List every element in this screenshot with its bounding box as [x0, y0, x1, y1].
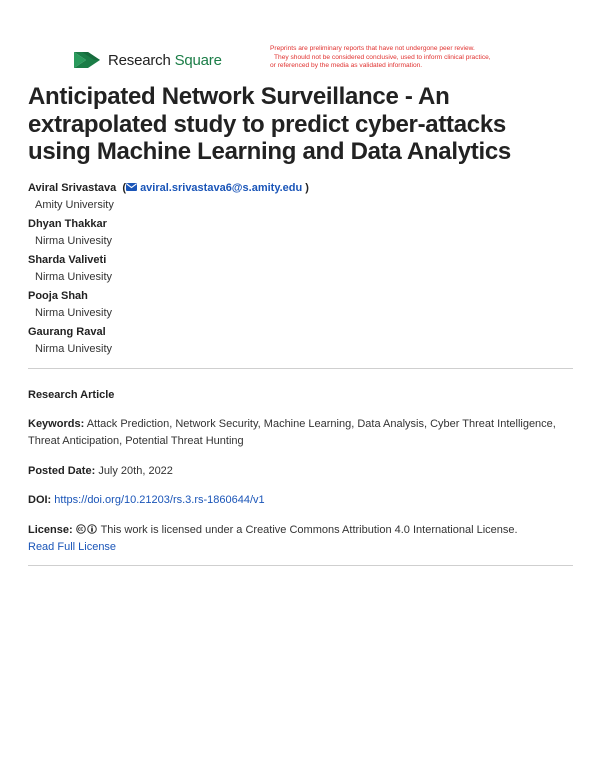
author-name: Dhyan Thakkar — [28, 218, 107, 230]
attribution-icon — [87, 524, 97, 534]
research-square-logo-icon — [72, 48, 102, 72]
cc-icon — [76, 524, 86, 534]
author-name: Aviral Srivastava — [28, 182, 117, 194]
author-name: Sharda Valiveti — [28, 254, 107, 266]
author-list — [28, 181, 573, 361]
author-affiliation: Nirma Univesity — [35, 235, 113, 247]
read-full-license-link[interactable]: Read Full License — [28, 541, 117, 553]
keywords-value: Attack Prediction, Network Security, Machine Learning, Data Analysis, Cyber Threat Intelligence, Threat Anticipation, Potential Threat Hunting — [28, 418, 556, 447]
doi — [28, 492, 573, 509]
author — [28, 289, 573, 323]
preprint-disclaimer: Preprints are preliminary reports that have not undergone peer review. They should not be considered conclusive, used to inform clinical practice, or referenced by the media as validated information. — [270, 45, 491, 69]
author-affiliation: Nirma Univesity — [35, 343, 113, 355]
paper-title: Anticipated Network Surveillance - An extrapolated study to predict cyber-attacks using Machine Learning and Data Analytics — [28, 83, 511, 165]
brand-name: Research Square — [108, 51, 222, 69]
doi-label: DOI: — [28, 494, 52, 506]
article-type: Research Article — [28, 389, 115, 401]
divider — [28, 565, 573, 566]
posted-date-value: July 20th, 2022 — [98, 465, 173, 477]
author-name: Gaurang Raval — [28, 326, 106, 338]
license-label: License: — [28, 524, 73, 536]
divider — [28, 368, 573, 369]
license — [28, 522, 573, 556]
envelope-icon — [126, 183, 137, 191]
keywords-label: Keywords: — [28, 418, 85, 430]
author — [28, 253, 573, 287]
author — [28, 217, 573, 251]
research-square-logo[interactable] — [72, 48, 222, 72]
doi-link[interactable]: https://doi.org/10.21203/rs.3.rs-1860644/v1 — [54, 494, 265, 506]
author-name: Pooja Shah — [28, 290, 88, 302]
posted-date — [28, 463, 573, 480]
author — [28, 325, 573, 359]
keywords — [28, 416, 573, 450]
license-text: This work is licensed under a Creative Commons Attribution 4.0 International License. — [100, 524, 518, 536]
header — [0, 0, 600, 80]
author: Aviral Srivastava ( aviral.srivastava6@s.amity.edu ) Amity University — [28, 181, 573, 215]
posted-date-label: Posted Date: — [28, 465, 96, 477]
author-affiliation: Nirma Univesity — [35, 307, 113, 319]
author-affiliation: Nirma Univesity — [35, 271, 113, 283]
author-email-link[interactable]: aviral.srivastava6@s.amity.edu — [126, 182, 302, 194]
author-affiliation: Amity University — [35, 199, 114, 211]
